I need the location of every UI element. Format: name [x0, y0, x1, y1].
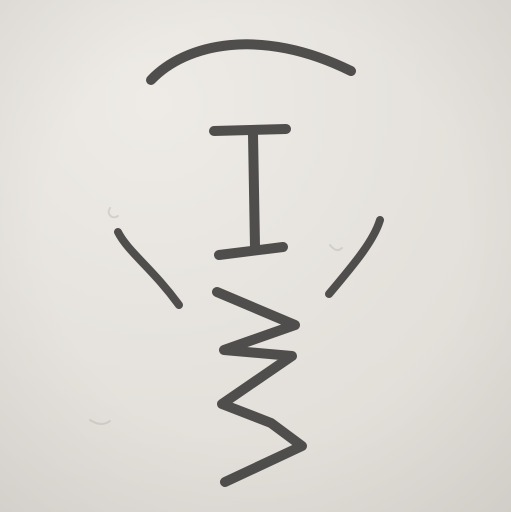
- bulb-right-arc-icon: [329, 220, 380, 294]
- bulb-left-arc-icon: [118, 232, 179, 305]
- filament-i-icon: [214, 129, 286, 255]
- bulb-top-arc-icon: [151, 44, 351, 80]
- zigzag-base-icon: [217, 292, 302, 482]
